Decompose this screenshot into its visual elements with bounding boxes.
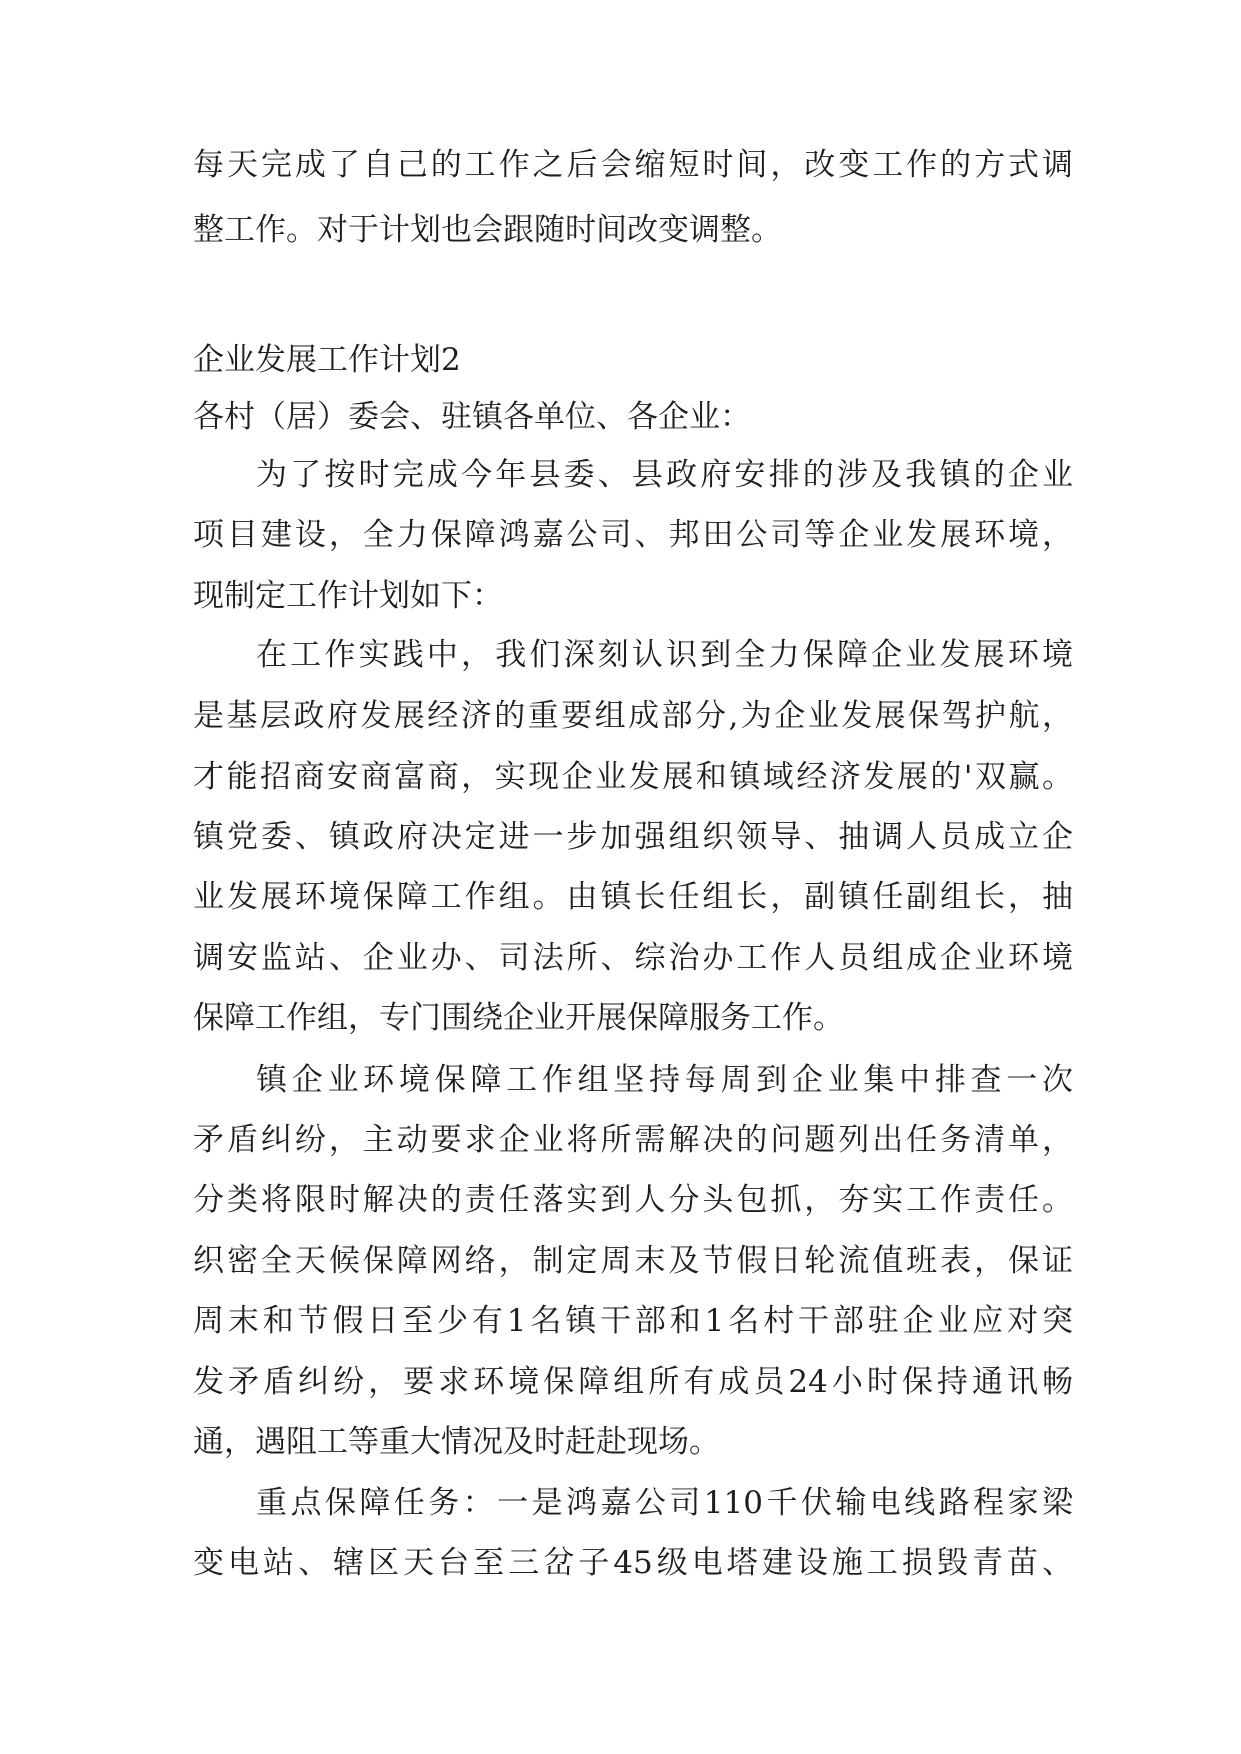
paragraph-line: 为了按时完成今年县委、县政府安排的涉及我镇的企业 — [256, 457, 1073, 493]
paragraph-line: 业发展环境保障工作组。由镇长任组长，副镇任副组长，抽 — [193, 879, 1073, 915]
paragraph-line: 织密全天候保障网络，制定周末及节假日轮流值班表，保证 — [193, 1243, 1073, 1279]
paragraph-line: 保障工作组，专门围绕企业开展保障服务工作。 — [193, 1000, 844, 1036]
paragraph-line: 是基层政府发展经济的重要组成部分,为企业发展保驾护航， — [193, 698, 1073, 734]
paragraph-line: 分类将限时解决的责任落实到人分头包抓，夯实工作责任。 — [193, 1182, 1073, 1218]
salutation-line: 各村（居）委会、驻镇各单位、各企业： — [193, 399, 751, 435]
paragraph-line: 周末和节假日至少有1名镇干部和1名村干部驻企业应对突 — [193, 1303, 1073, 1339]
paragraph-line: 在工作实践中，我们深刻认识到全力保障企业发展环境 — [256, 637, 1073, 673]
paragraph-line: 镇党委、镇政府决定进一步加强组织领导、抽调人员成立企 — [193, 819, 1073, 855]
paragraph-line: 现制定工作计划如下： — [193, 578, 503, 614]
paragraph-line: 镇企业环境保障工作组坚持每周到企业集中排查一次 — [256, 1062, 1073, 1098]
paragraph-line: 发矛盾纠纷，要求环境保障组所有成员24小时保持通讯畅 — [193, 1364, 1073, 1400]
paragraph-line: 调安监站、企业办、司法所、综治办工作人员组成企业环境 — [193, 940, 1073, 976]
section-title: 企业发展工作计划2 — [193, 342, 461, 378]
paragraph-line: 通，遇阻工等重大情况及时赶赴现场。 — [193, 1424, 720, 1460]
paragraph-line: 整工作。对于计划也会跟随时间改变调整。 — [193, 212, 782, 248]
paragraph-line: 才能招商安商富商，实现企业发展和镇域经济发展的'双赢。 — [193, 759, 1073, 795]
paragraph-line: 变电站、辖区天台至三岔子45级电塔建设施工损毁青苗、 — [193, 1545, 1073, 1581]
paragraph-line: 项目建设，全力保障鸿嘉公司、邦田公司等企业发展环境， — [193, 517, 1073, 553]
paragraph-line: 每天完成了自己的工作之后会缩短时间，改变工作的方式调 — [193, 147, 1073, 183]
paragraph-line: 矛盾纠纷，主动要求企业将所需解决的问题列出任务清单， — [193, 1122, 1073, 1158]
paragraph-line: 重点保障任务：一是鸿嘉公司110千伏输电线路程家梁 — [256, 1485, 1073, 1521]
